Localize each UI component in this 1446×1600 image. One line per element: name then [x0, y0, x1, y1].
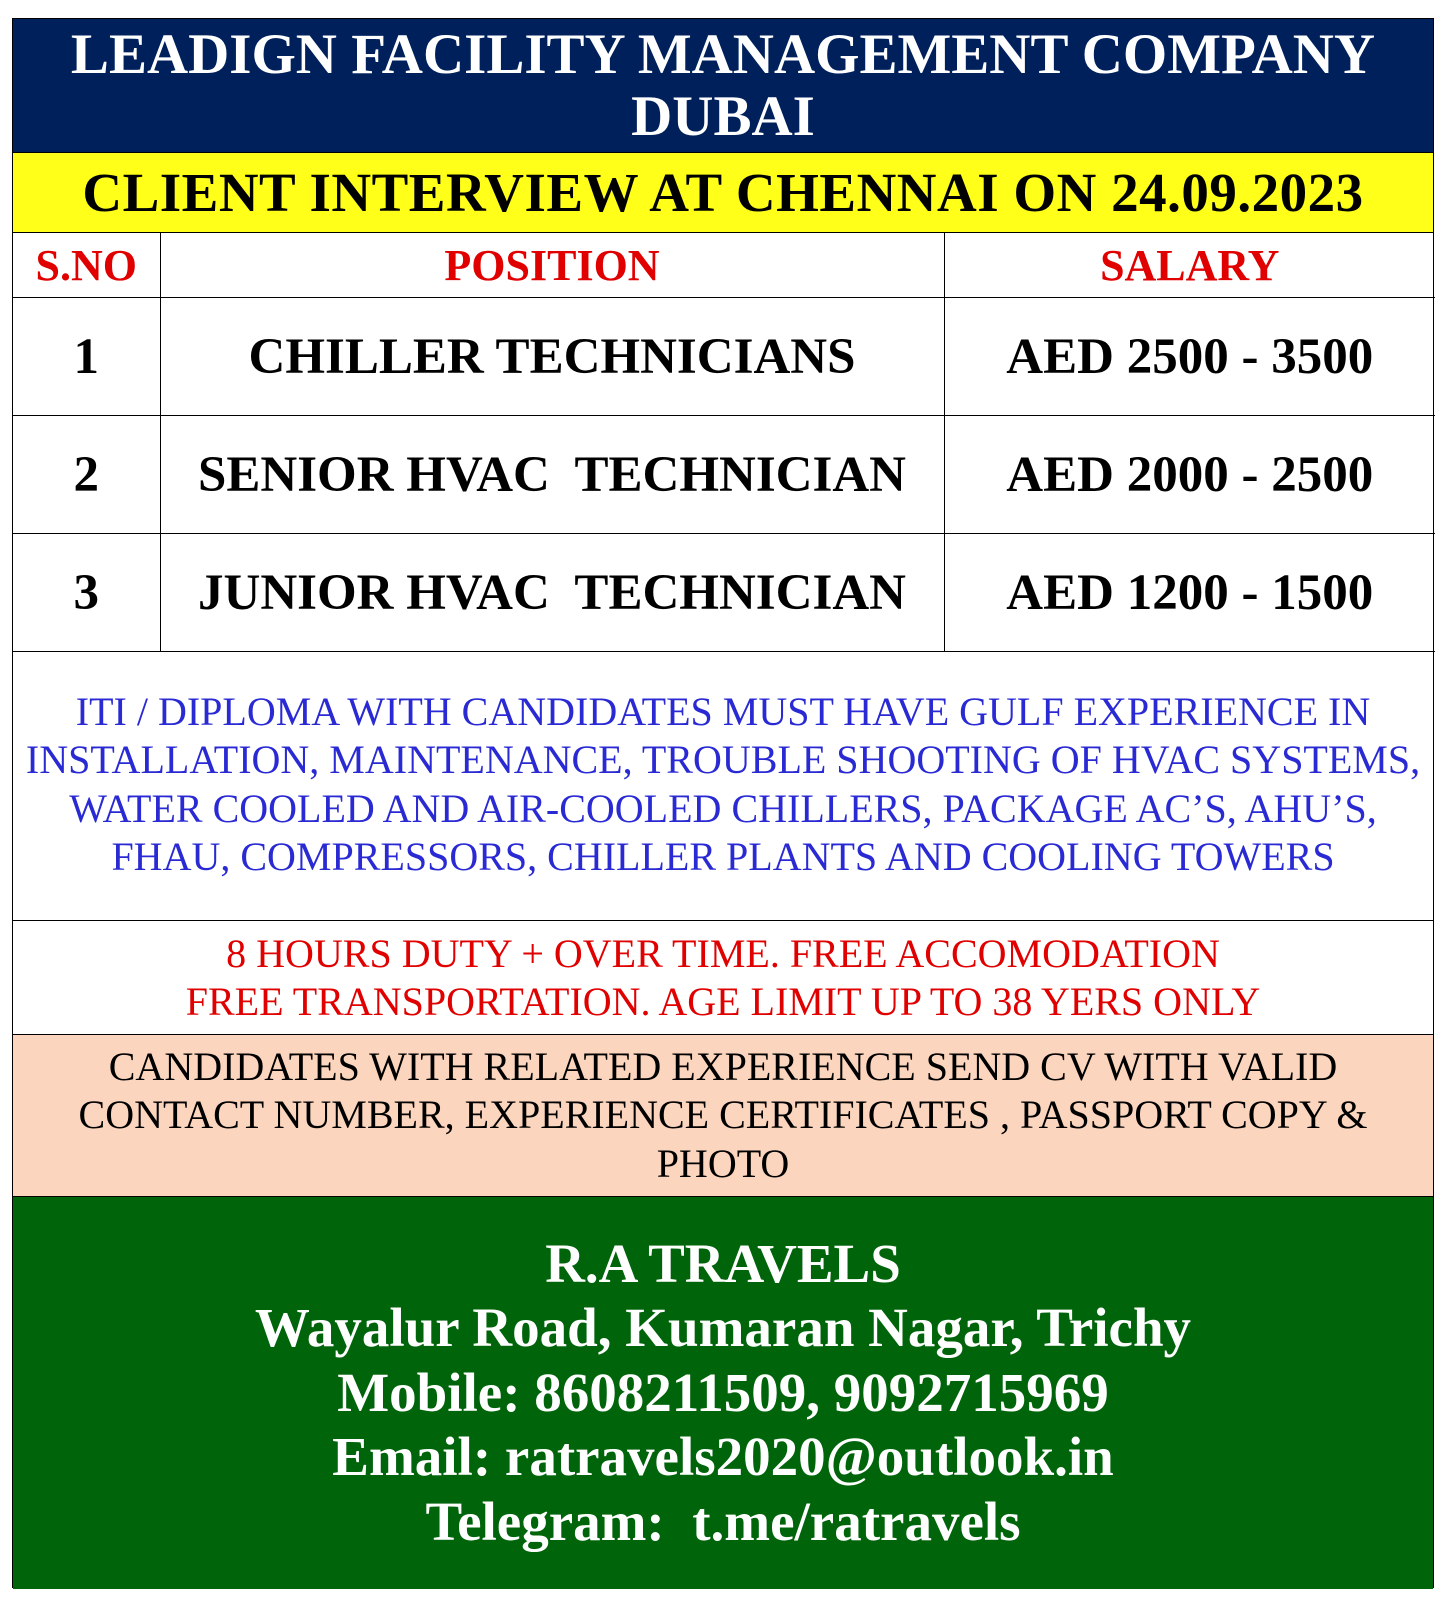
- row-salary: AED 2000 - 2500: [944, 416, 1435, 534]
- benefits-line-2: FREE TRANSPORTATION. AGE LIMIT UP TO 38 YERS ONLY: [185, 978, 1261, 1024]
- company-location: DUBAI: [631, 84, 815, 148]
- apply-text: CANDIDATES WITH RELATED EXPERIENCE SEND CV WITH VALID CONTACT NUMBER, EXPERIENCE CERTIFICATES , PASSPORT COPY & PHOTO: [78, 1043, 1368, 1186]
- agency-telegram: Telegram: t.me/ratravels: [425, 1490, 1021, 1552]
- table-row: [13, 416, 1435, 534]
- positions-table: [13, 233, 1435, 652]
- column-header-salary: SALARY: [944, 233, 1435, 298]
- requirements-text: ITI / DIPLOMA WITH CANDIDATES MUST HAVE GULF EXPERIENCE IN INSTALLATION, MAINTENANCE, TROUBLE SHOOTING OF HVAC SYSTEMS, WATER COOLED AND AIR-COOLED CHILLERS, PACKAGE AC’S, AHU’S, FHAU, COMPRESSORS, CHILLER PLANTS AND COOLING TOWERS: [25, 688, 1421, 879]
- agency-email: Email: ratravels2020@outlook.in: [332, 1426, 1114, 1488]
- company-title: LEADIGN FACILITY MANAGEMENT COMPANY: [70, 22, 1376, 86]
- table-header-row: [13, 233, 1435, 298]
- row-sno: 2: [13, 416, 160, 534]
- interview-text: CLIENT INTERVIEW AT CHENNAI ON 24.09.2023: [82, 162, 1364, 223]
- column-header-position: POSITION: [160, 233, 944, 298]
- job-advert: [12, 18, 1434, 1588]
- apply-instructions: [13, 1035, 1433, 1197]
- company-header: [13, 19, 1433, 153]
- table-row: [13, 298, 1435, 416]
- agency-address: Wayalur Road, Kumaran Nagar, Trichy: [254, 1297, 1192, 1359]
- row-position: CHILLER TECHNICIANS: [160, 298, 944, 416]
- row-sno: 1: [13, 298, 160, 416]
- row-position: JUNIOR HVAC TECHNICIAN: [160, 534, 944, 652]
- agency-name: R.A TRAVELS: [545, 1232, 901, 1294]
- requirements-section: [13, 649, 1433, 921]
- column-header-sno: S.NO: [13, 233, 160, 298]
- contact-section: [13, 1197, 1433, 1589]
- row-salary: AED 2500 - 3500: [944, 298, 1435, 416]
- interview-banner: [13, 153, 1433, 233]
- benefits-section: [13, 921, 1433, 1035]
- table-row: [13, 534, 1435, 652]
- agency-mobile: Mobile: 8608211509, 9092715969: [337, 1361, 1109, 1423]
- row-position: SENIOR HVAC TECHNICIAN: [160, 416, 944, 534]
- row-sno: 3: [13, 534, 160, 652]
- row-salary: AED 1200 - 1500: [944, 534, 1435, 652]
- benefits-line-1: 8 HOURS DUTY + OVER TIME. FREE ACCOMODATION: [226, 930, 1220, 976]
